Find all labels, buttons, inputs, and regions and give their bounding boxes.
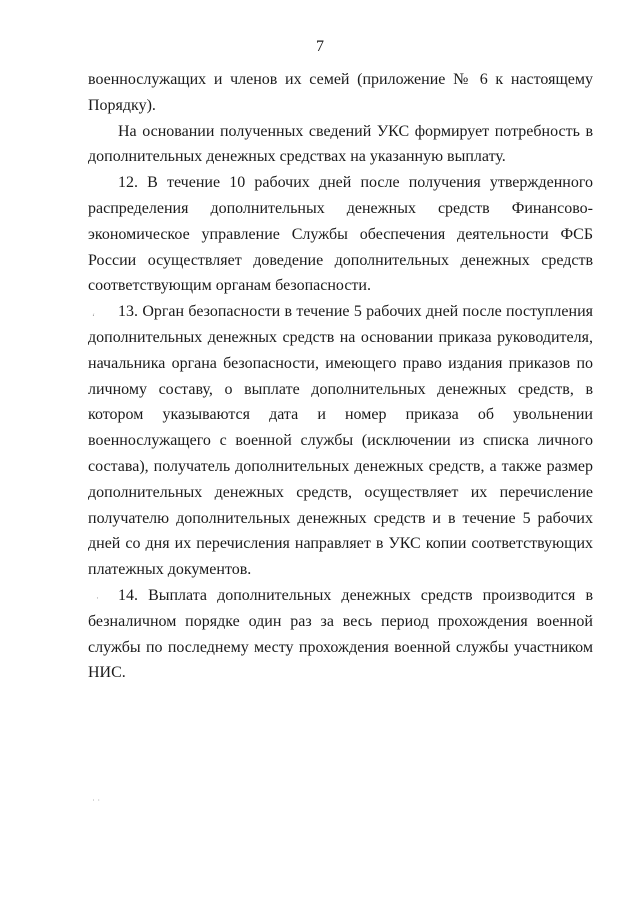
paragraph-item-13: 13. Орган безопасности в течение 5 рабочих дней после поступления дополнительных денежных средств на основании приказа руководителя, начальника органа безопасности, имеющего право издания приказов по личному составу, о выплате дополнительных денежных средств, в котором указываются дата и номер приказа об увольнении военнослужащего с военной службы (исключении из списка личного состава), получатель дополнительных денежных средств, а также размер дополнительных денежных средств, осуществляет их перечисление получателю дополнительных денежных средств и в течение 5 рабочих дней со дня их перечисления направляет в УКС копии соответствующих платежных документов. [88,303,593,579]
document-body [88,67,593,686]
paragraph-item-12: 12. В течение 10 рабочих дней после получения утвержденного распределения дополнительных денежных средств Финансово-экономическое управление Службы обеспечения деятельности ФСБ России осуществляет доведение дополнительных денежных средств соответствующим органам безопасности. [88,174,593,295]
scan-speck: ‘ [92,312,95,322]
paragraph-continuation: военнослужащих и членов их семей (приложение № 6 к настоящему Порядку). [88,71,593,114]
paragraph-item-14: 14. Выплата дополнительных денежных средств производится в безналичном порядке один раз за весь период прохождения военной службы по последнему месту прохождения военной службы участником НИС. [88,586,593,682]
scan-speck: · [96,593,99,603]
scan-speck: ˙ ˙ [92,798,101,808]
page-number: 7 [316,38,324,55]
paragraph-uks-requirement: На основании полученных сведений УКС формирует потребность в дополнительных денежных средствах на указанную выплату. [88,122,593,166]
